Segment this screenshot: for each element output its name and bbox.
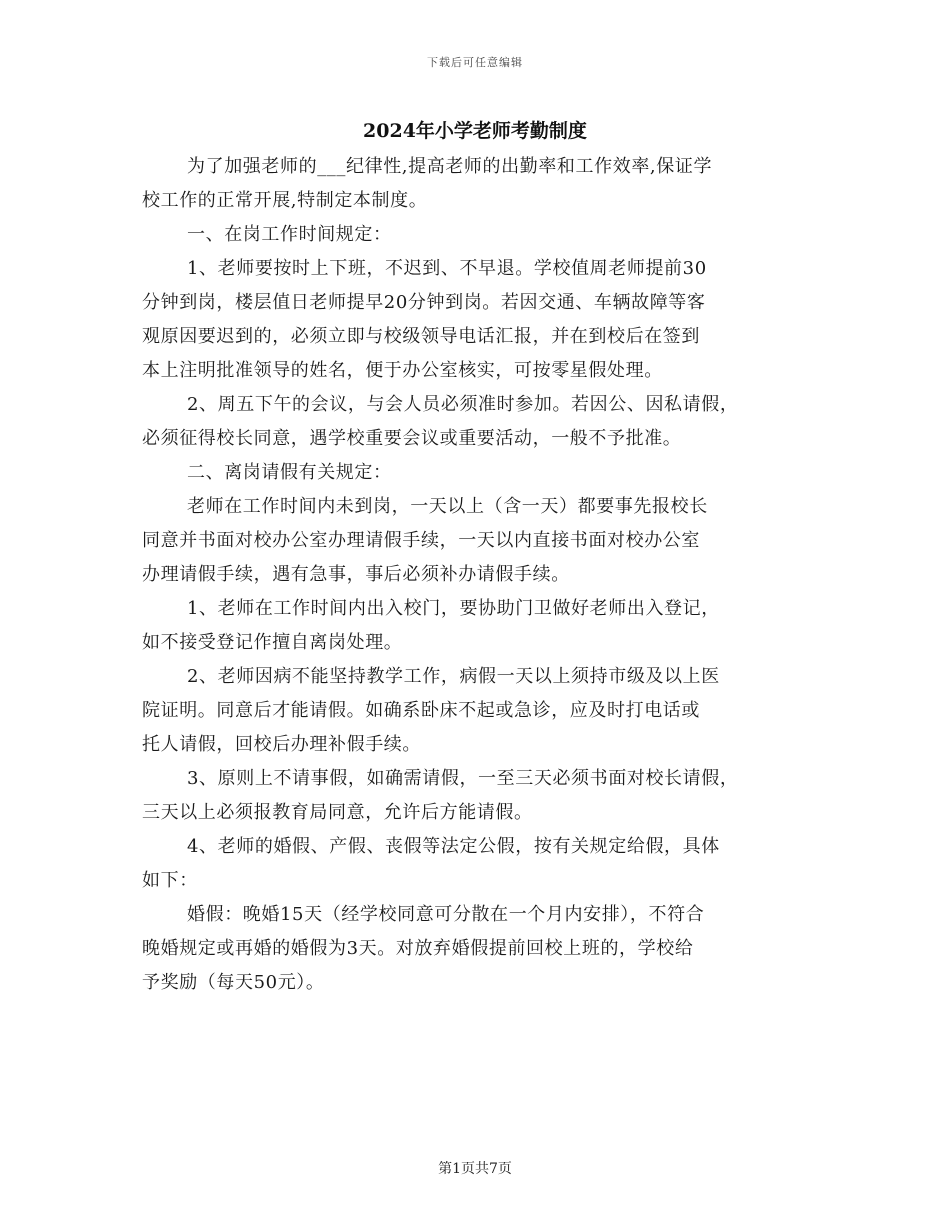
page-header: 下载后可任意编辑	[427, 56, 523, 69]
document-body	[142, 150, 822, 1000]
document-title: 2024年小学老师考勤制度	[363, 120, 587, 142]
paragraph-line: 院证明。同意后才能请假。如确系卧床不起或急诊，应及时打电话或	[142, 700, 700, 721]
paragraph-line: 晚婚规定或再婚的婚假为3天。对放弃婚假提前回校上班的，学校给	[142, 938, 694, 959]
paragraph-line: 3、原则上不请事假，如确需请假，一至三天必须书面对校长请假，	[187, 768, 739, 789]
paragraph-line: 老师在工作时间内未到岗，一天以上（含一天）都要事先报校长	[187, 496, 708, 517]
paragraph-line: 4、老师的婚假、产假、丧假等法定公假，按有关规定给假，具体	[187, 836, 720, 857]
paragraph-line: 分钟到岗，楼层值日老师提早20分钟到岗。若因交通、车辆故障等客	[142, 292, 706, 313]
paragraph-line: 1、老师在工作时间内出入校门，要协助门卫做好老师出入登记，	[187, 598, 720, 619]
page-footer: 第1页共7页	[438, 1161, 512, 1177]
paragraph-line: 办理请假手续，遇有急事，事后必须补办请假手续。	[142, 564, 570, 585]
paragraph-line: 必须征得校长同意，遇学校重要会议或重要活动，一般不予批准。	[142, 428, 682, 449]
section-heading: 一、在岗工作时间规定：	[187, 224, 392, 245]
paragraph-line: 本上注明批准领导的姓名，便于办公室核实，可按零星假处理。	[142, 360, 663, 381]
section-heading: 二、离岗请假有关规定：	[187, 462, 392, 483]
paragraph-line: 同意并书面对校办公室办理请假手续，一天以内直接书面对校办公室	[142, 530, 700, 551]
paragraph-line: 托人请假，回校后办理补假手续。	[142, 734, 421, 755]
paragraph-line: 为了加强老师的___纪律性,提高老师的出勤率和工作效率,保证学	[187, 156, 713, 177]
paragraph-line: 三天以上必须报教育局同意，允许后方能请假。	[142, 802, 533, 823]
paragraph-line: 婚假：晚婚15天（经学校同意可分散在一个月内安排），不符合	[187, 904, 705, 925]
paragraph-line: 1、老师要按时上下班，不迟到、不早退。学校值周老师提前30	[187, 258, 707, 279]
paragraph-line: 2、老师因病不能坚持教学工作，病假一天以上须持市级及以上医	[187, 666, 720, 687]
paragraph-line: 如不接受登记作擅自离岗处理。	[142, 632, 403, 653]
paragraph-line: 2、周五下午的会议，与会人员必须准时参加。若因公、因私请假，	[187, 394, 739, 415]
paragraph-line: 观原因要迟到的，必须立即与校级领导电话汇报，并在到校后在签到	[142, 326, 700, 347]
paragraph-line: 予奖励（每天50元）。	[142, 972, 325, 993]
paragraph-line: 如下：	[142, 870, 198, 891]
paragraph-line: 校工作的正常开展,特制定本制度。	[142, 190, 428, 211]
